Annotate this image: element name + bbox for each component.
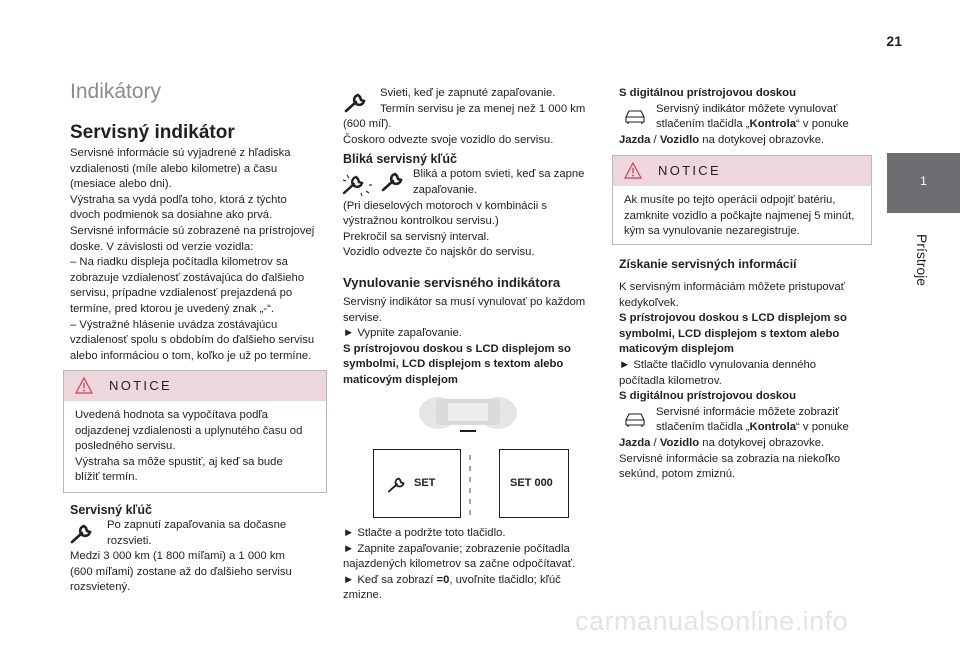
text-line: Bliká a potom svieti, keď sa zapne (413, 168, 585, 181)
text-line: servisu, prípadne vzdialenosť prejazdená po (70, 287, 293, 300)
notice-title: NOTICE (109, 378, 172, 393)
text-line: symbolmi, LCD displejom s textom alebo (343, 358, 564, 371)
heading-service-indicator: Servisný indikátor (70, 122, 235, 143)
text-span: “ v ponuke (796, 118, 849, 131)
text-line: Po zapnutí zapaľovania sa dočasne (107, 519, 287, 531)
text-line: Výstraha sa môže spustiť, aj keď sa bude (75, 455, 283, 468)
text-line: maticovým displejom (619, 343, 734, 356)
text-line: zapaľovanie. (413, 183, 478, 196)
text-line: zobrazuje vzdialenosť zostávajúca do ďalšieho (70, 271, 305, 284)
text-line: ► Vypnite zapaľovanie. (343, 327, 462, 340)
text-span: stlačením tlačidla „ (656, 118, 750, 131)
text-span: Vozidlo (659, 133, 700, 146)
middle-top-block (343, 86, 605, 261)
vehicle-icon-row (619, 102, 877, 133)
text-line: Ak musíte po tejto operácii odpojiť batériu, (624, 194, 836, 206)
text-line (656, 420, 877, 436)
text-line: výstražnou kontrolkou servisu.) (343, 215, 499, 228)
text-line: (600 míľami) zostane až do ďalšieho servisu (70, 565, 292, 578)
text-span: Vozidlo (659, 436, 700, 449)
text-line: termíne, pred ktorou je uvedený znak „-“. (70, 302, 275, 315)
text-span: Jazda (619, 436, 651, 449)
warning-triangle-icon (624, 162, 642, 179)
warning-triangle-icon (75, 377, 93, 394)
reset-heading: Vynulovanie servisného indikátora (343, 275, 561, 290)
chapter-number: 1 (920, 174, 927, 188)
instrument-panel-illustration (416, 393, 520, 437)
text-line (656, 117, 877, 133)
text-line: zamknite vozidlo a počkajte najmenej 5 minút, (624, 209, 855, 222)
flash-icon-row (343, 167, 605, 198)
text-line: rozsvietený. (70, 581, 131, 594)
text-span: Jazda (619, 133, 651, 146)
reset-steps (343, 526, 605, 604)
text-line: Čoskoro odvezte svoje vozidlo do servisu. (343, 133, 554, 146)
text-line: Servisné informácie sú zobrazené na prístrojovej (70, 224, 315, 237)
text-span: na dotykovej obrazovke. (699, 133, 825, 146)
set-label: SET (414, 477, 436, 489)
text-span: na dotykovej obrazovke. (699, 436, 825, 449)
wrench-icon (381, 171, 405, 193)
chapter-tab[interactable] (887, 153, 960, 213)
notice-box-right (612, 155, 872, 245)
reset-block (343, 275, 605, 389)
text-span: Kontrola (749, 118, 796, 131)
section-title: Indikátory (70, 80, 162, 103)
intro-text (70, 146, 332, 364)
text-line: najazdených kilometrov sa začne odpočítavať. (343, 558, 576, 571)
service-key-title: Servisný kľúč (70, 503, 152, 517)
page-number: 21 (886, 33, 902, 49)
text-line: (600 míľ). (343, 118, 392, 131)
text-line: kým sa vynulovanie nezaregistruje. (624, 225, 800, 238)
set-000-label: SET 000 (510, 477, 553, 489)
service-key-block (70, 502, 332, 596)
text-line: Prekročil sa servisný interval. (343, 230, 490, 243)
set-000-display-illustration (499, 449, 569, 518)
text-line: alebo informáciou o tom, koľko je už po termíne. (70, 349, 312, 362)
text-line: vzdialenosti (míle alebo kilometre) a času (70, 162, 278, 175)
text-line: – Na riadku displeja počítadla kilometrov sa (70, 256, 288, 269)
text-line: (Pri dieselových motoroch v kombinácii s (343, 199, 548, 212)
wrench-icon (70, 523, 94, 545)
text-line: Svieti, keď je zapnuté zapaľovanie. (380, 87, 556, 99)
service-info-block (619, 256, 877, 483)
notice-header (64, 371, 326, 401)
text-line (343, 573, 605, 589)
text-span: , uvoľnite tlačidlo; kľúč (449, 573, 561, 586)
watermark: carmanualsonline.info (575, 606, 849, 636)
text-line: dvoch podmienok sa dosiahne ako prvá. (70, 209, 273, 222)
flash-title: Bliká servisný kľúč (343, 152, 457, 167)
text-span: Kontrola (749, 421, 796, 434)
text-line: Servisný indikátor môžete vynulovať (656, 102, 838, 115)
text-span: ► Keď sa zobrazí (343, 573, 437, 586)
text-line: doske. V závislosti od verzie vozidla: (70, 240, 254, 253)
lit-icon-row (343, 86, 605, 117)
text-line: (mesiace alebo dni). (70, 178, 172, 191)
wrench-icon (343, 92, 369, 114)
digital-dashboard-title: S digitálnou prístrojovou doskou (619, 390, 796, 403)
notice-body (64, 401, 326, 494)
text-line: ► Stlačte tlačidlo vynulovania denného (619, 358, 817, 371)
text-line: posledného servisu. (75, 440, 176, 453)
text-line: Servisné informácie sa zobrazia na niekoľko (619, 452, 841, 465)
wrench-flashing-icon (341, 171, 377, 197)
text-line: Výstraha sa vydá podľa toho, ktorá z týchto (70, 193, 287, 206)
text-line: Termín servisu je za menej než 1 000 km (380, 102, 586, 115)
notice-header (613, 156, 871, 186)
text-span: “ v ponuke (796, 421, 849, 434)
notice-title: NOTICE (658, 163, 721, 178)
text-line: vzdialenosť spolu s obdobím do ďalšieho servisu (70, 334, 315, 347)
text-line: maticovým displejom (343, 373, 458, 386)
text-line: rozsvieti. (107, 534, 152, 547)
text-line: odjazdenej vzdialenosti a uplynutého času od (75, 424, 303, 437)
text-line: S prístrojovou doskou s LCD displejom so (343, 342, 571, 355)
text-line: Servisné informácie sú vyjadrené z hľadiska (70, 147, 291, 159)
vehicle-icon-row (619, 405, 877, 436)
text-line (619, 133, 877, 149)
text-span: / (650, 133, 660, 146)
text-line: počítadla kilometrov. (619, 374, 722, 387)
info-heading: Získanie servisných informácií (619, 257, 797, 271)
wrench-icon (386, 476, 408, 494)
notice-box-left (63, 370, 327, 493)
vehicle-icon (623, 108, 647, 126)
notice-body (613, 186, 871, 248)
text-line: S prístrojovou doskou s LCD displejom so (619, 312, 847, 325)
text-line: Medzi 3 000 km (1 800 míľami) a 1 000 km (70, 550, 285, 563)
text-span: =0 (436, 573, 450, 586)
text-line: kedykoľvek. (619, 296, 679, 309)
vehicle-icon (623, 411, 647, 429)
text-line: Servisný indikátor sa musí vynulovať po každom (343, 296, 586, 308)
text-span: / (650, 436, 660, 449)
text-line: zmizne. (343, 589, 382, 602)
key-icon-row (70, 518, 332, 549)
chapter-label-text: Prístroje (913, 233, 930, 287)
chapter-label (876, 230, 960, 290)
digital-dashboard-title: S digitálnou prístrojovou doskou (619, 87, 796, 99)
text-line: ► Zapnite zapaľovanie; zobrazenie počítadla (343, 542, 570, 555)
text-line: symbolmi, LCD displejom s textom alebo (619, 327, 840, 340)
text-line: Uvedená hodnota sa vypočítava podľa (75, 409, 268, 421)
text-line: K servisným informáciám môžete pristupovať (619, 281, 845, 293)
text-line: servise. (343, 311, 382, 324)
text-line (619, 436, 877, 452)
set-button-illustration[interactable] (373, 449, 461, 518)
dashed-divider (466, 455, 474, 515)
text-line: ► Stlačte a podržte toto tlačidlo. (343, 527, 506, 539)
text-span: stlačením tlačidla „ (656, 421, 750, 434)
right-top-block (619, 86, 877, 148)
text-line: Servisné informácie môžete zobraziť (656, 405, 840, 418)
text-line: blížiť termín. (75, 471, 138, 484)
text-line: Vozidlo odvezte čo najskôr do servisu. (343, 246, 535, 259)
text-line: sekúnd, potom zmiznú. (619, 468, 736, 481)
text-line: – Výstražné hlásenie uvádza zostávajúcu (70, 318, 278, 331)
